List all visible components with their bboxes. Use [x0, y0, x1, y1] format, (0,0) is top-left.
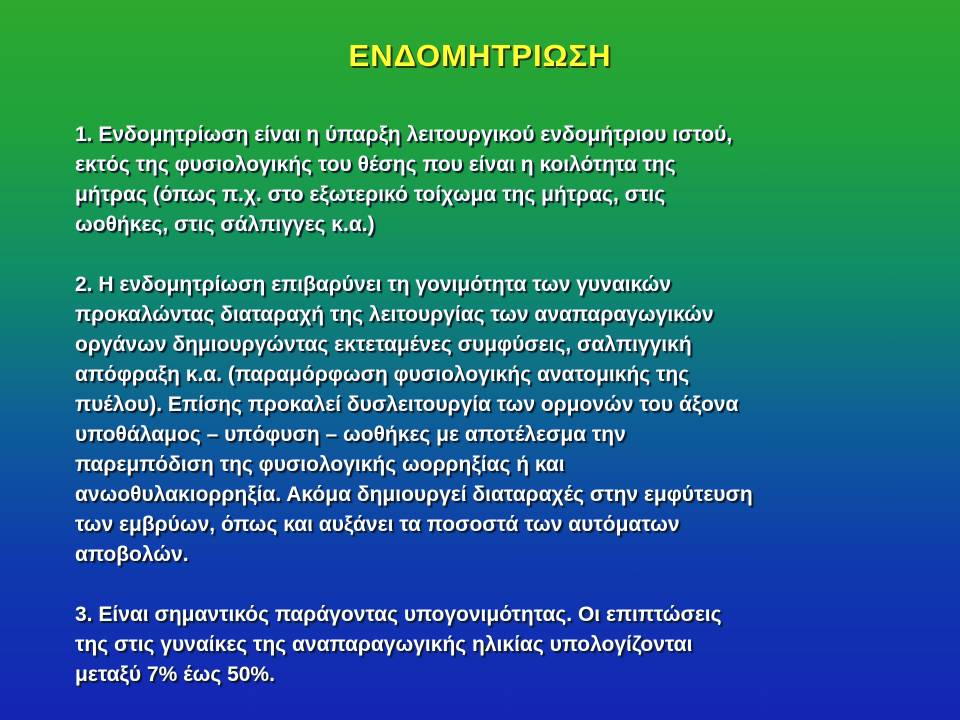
slide-title: ΕΝΔΟΜΗΤΡΙΩΣΗ	[348, 38, 612, 73]
slide-body	[75, 120, 935, 690]
paragraph-2: 2. Η ενδομητρίωση επιβαρύνει τη γονιμότητα των γυναικών προκαλώντας διαταραχή της λειτουργίας των αναπαραγωγικών οργάνων δημιουργώντας εκτεταμένες συμφύσεις, σαλπιγγική απόφραξη κ.α. (παραμόρφωση φυσιολογικής ανατομικής της πυέλου). Επίσης προκαλεί δυσλειτουργία των ορμονών του άξονα υποθάλαμος – υπόφυση – ωοθήκες με αποτέλεσμα την παρεμπόδιση της φυσιολογικής ωορρηξίας ή και ανωοθυλακιορρηξία. Ακόμα δημιουργεί διαταραχές στην εμφύτευση των εμβρύων, όπως και αυξάνει τα ποσοστά των αυτόματων αποβολών.	[75, 273, 753, 566]
paragraph-1: 1. Ενδομητρίωση είναι η ύπαρξη λειτουργικού ενδομήτριου ιστού, εκτός της φυσιολογικής του θέσης που είναι η κοιλότητα της μήτρας (όπως π.χ. στο εξωτερικό τοίχωμα της μήτρας, στις ωοθήκες, στις σάλπιγγες κ.α.)	[75, 123, 733, 236]
paragraph-3: 3. Είναι σημαντικός παράγοντας υπογονιμότητας. Οι επιπτώσεις της στις γυναίκες της αναπαραγωγικής ηλικίας υπολογίζονται μεταξύ 7% έως 50%.	[75, 603, 722, 686]
